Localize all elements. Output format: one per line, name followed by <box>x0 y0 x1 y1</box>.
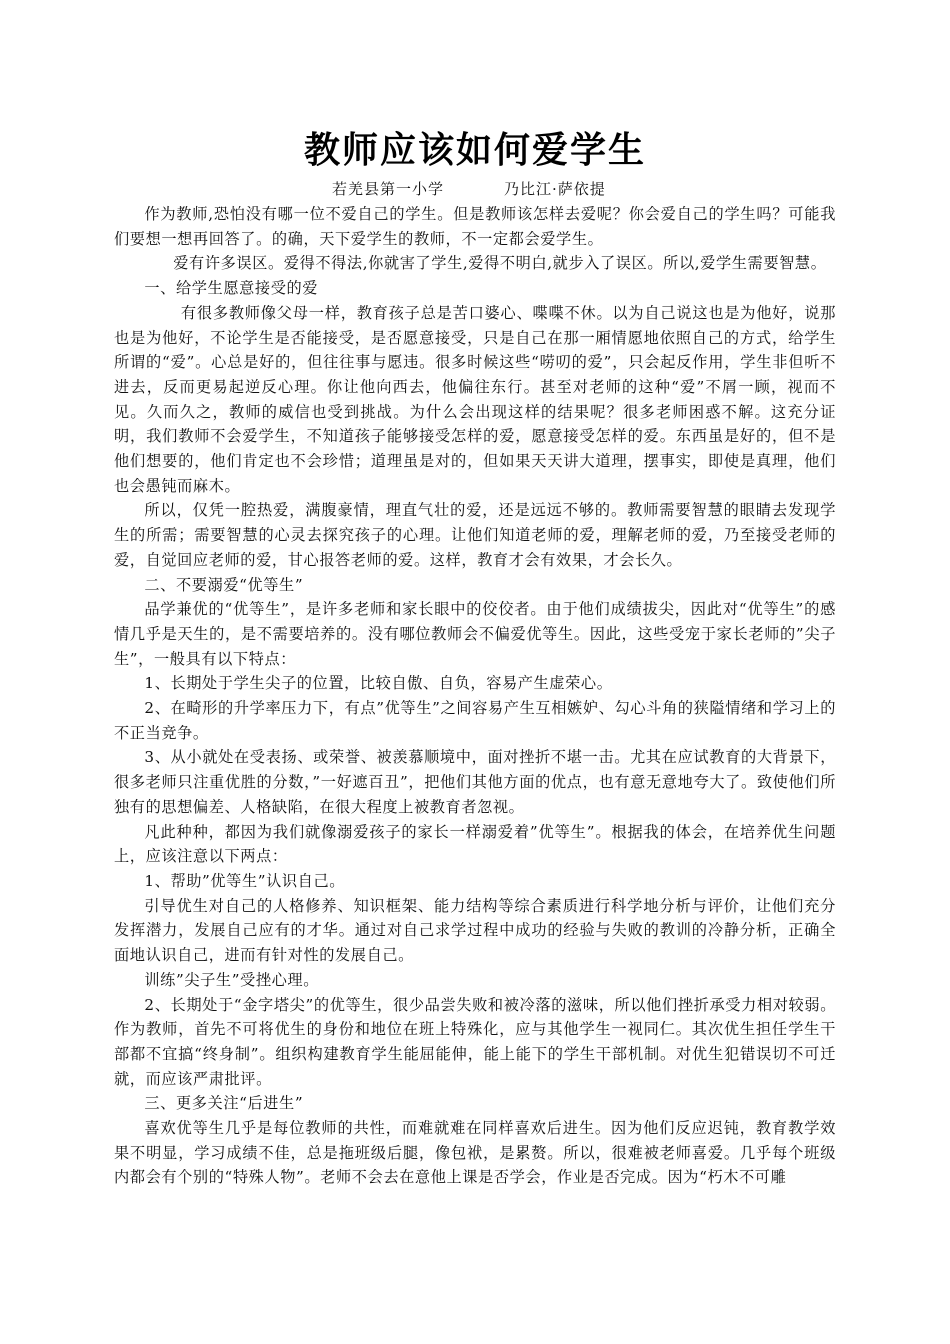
byline <box>332 178 606 199</box>
list-item: 3、从小就处在受表扬、或荣誉、被羡慕顺境中，面对挫折不堪一击。尤其在应试教育的大背景下，很多老师只注重优胜的分数，”一好遮百丑”，把他们其他方面的优点，也有意无意地夸大了。致使他们所独有的思想偏差、人格缺陷，在很大程度上被教育者忽视。 <box>114 748 836 816</box>
article-body <box>114 202 836 1190</box>
section-heading: 一、给学生愿意接受的爱 <box>144 279 319 298</box>
list-item: 1、长期处于学生尖子的位置，比较自傲、自负，容易产生虚荣心。 <box>144 674 613 693</box>
paragraph: 所以，仅凭一腔热爱，满腹豪情，理直气壮的爱，还是远远不够的。教师需要智慧的眼睛去发现学生的所需；需要智慧的心灵去探究孩子的心理。让他们知道老师的爱，理解老师的爱，乃至接受老师的爱，自觉回应老师的爱，甘心报答老师的爱。这样，教育才会有效果，才会长久。 <box>114 501 836 569</box>
article-title: 教师应该如何爱学生 <box>303 130 646 171</box>
paragraph: 爱有许多误区。爱得不得法,你就害了学生,爱得不明白,就步入了误区。所以,爱学生需要智慧。 <box>173 254 827 273</box>
paragraph: 凡此种种，都因为我们就像溺爱孩子的家长一样溺爱着”优等生”。根据我的体会，在培养优生问题上，应该注意以下两点： <box>114 822 836 866</box>
school-name: 若羌县第一小学 <box>332 180 445 198</box>
author-name: 乃比江·萨依提 <box>504 180 606 198</box>
paragraph: 引导优生对自己的人格修养、知识框架、能力结构等综合素质进行科学地分析与评价，让他们充分发挥潜力，发展自己应有的才华。通过对自己求学过程中成功的经验与失败的教训的冷静分析，正确全面地认识自己，进而有针对性的发展自己。 <box>114 896 836 965</box>
sub-heading: 训练”尖子生”受挫心理。 <box>144 970 319 989</box>
paragraph: 2、长期处于“金字塔尖”的优等生，很少品尝失败和被冷落的滋味，所以他们挫折承受力相对较弱。作为教师，首先不可将优生的身份和地位在班上特殊化，应与其他学生一视同仁。其次优生担任学生干部都不宜搞“终身制”。组织构建教育学生能屈能伸，能上能下的学生干部机制。对优生犯错误切不可迁就，而应该严肃批评。 <box>114 995 836 1088</box>
section-heading: 三、更多关注“后进生” <box>144 1094 304 1113</box>
paragraph: 品学兼优的“优等生”，是许多老师和家长眼中的佼佼者。由于他们成绩拔尖，因此对“优等生”的感情几乎是天生的，是不需要培养的。没有哪位教师会不偏爱优等生。因此，这些受宠于家长老师的”尖子生”，一般具有以下特点： <box>114 600 836 668</box>
paragraph: 喜欢优等生几乎是每位教师的共性，而难就难在同样喜欢后进生。因为他们反应迟钝，教育教学效果不明显，学习成绩不佳，总是拖班级后腿，像包袱，是累赘。所以，很难被老师喜爱。几乎每个班级内都会有个别的“特殊人物”。老师不会去在意他上课是否学会，作业是否完成。因为“朽木不可雕 <box>114 1119 836 1187</box>
sub-heading: 1、帮助”优等生”认识自己。 <box>144 871 346 890</box>
paragraph: 有很多教师像父母一样，教育孩子总是苦口婆心、喋喋不休。以为自己说这也是为他好，说那也是为他好，不论学生是否能接受，是否愿意接受，只是自己在那一厢情愿地依照自己的方式，给学生所谓的“爱”。心总是好的，但往往事与愿违。很多时候这些“唠叨的爱”，只会起反作用，学生非但听不进去，反而更易起逆反心理。你让他向西去，他偏往东行。甚至对老师的这种“爱”不屑一顾，视而不见。久而久之，教师的威信也受到挑战。为什么会出现这样的结果呢？很多老师困惑不解。这充分证明，我们教师不会爱学生，不知道孩子能够接受怎样的爱，愿意接受怎样的爱。东西虽是好的，但不是他们想要的，他们肯定也不会珍惜；道理虽是对的，但如果天天讲大道理，摆事实，即使是真理，他们也会愚钝而麻木。 <box>114 303 836 495</box>
list-item: 2、在畸形的升学率压力下，有点”优等生”之间容易产生互相嫉妒、勾心斗角的狭隘情绪和学习上的不正当竞争。 <box>114 699 836 742</box>
paragraph: 作为教师,恐怕没有哪一位不爱自己的学生。但是教师该怎样去爱呢？你会爱自己的学生吗？可能我们要想一想再回答了。的确，天下爱学生的教师，不一定都会爱学生。 <box>114 205 836 248</box>
section-heading: 二、不要溺爱“优等生” <box>144 575 304 594</box>
